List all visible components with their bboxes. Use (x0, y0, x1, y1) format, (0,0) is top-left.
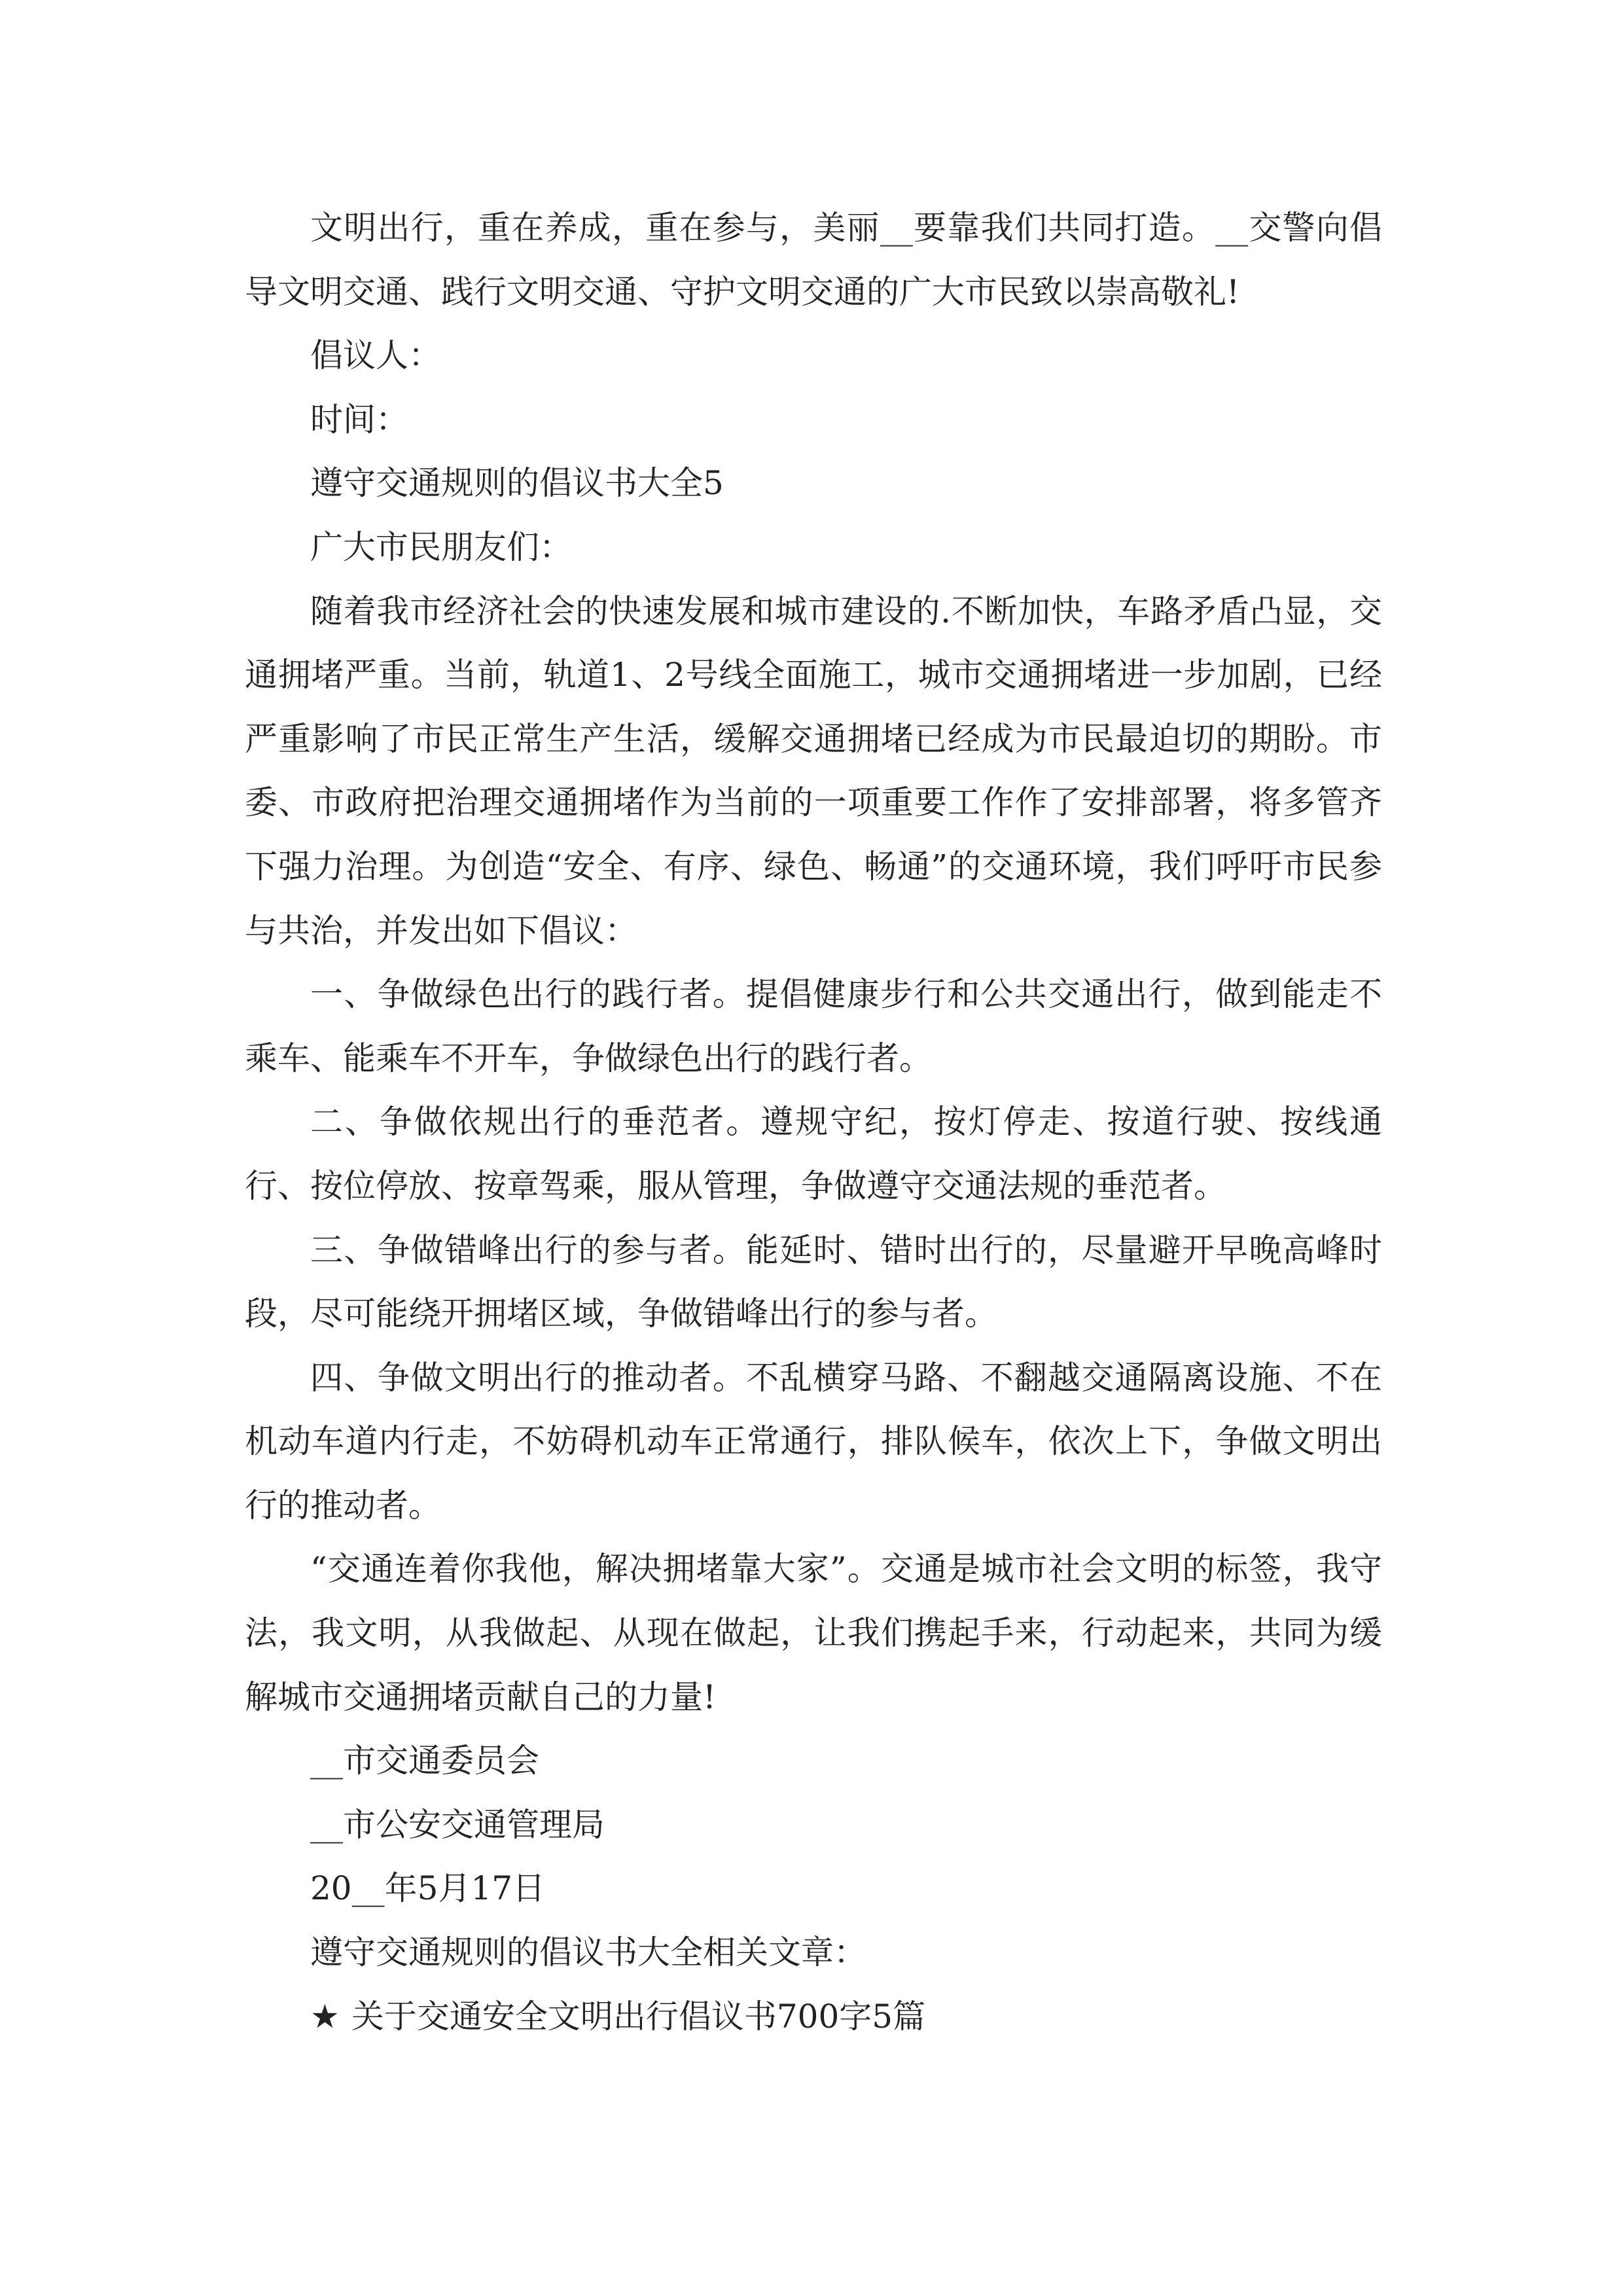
related-article-link[interactable] (245, 1985, 1382, 2049)
intro-paragraph: 随着我市经济社会的快速发展和城市建设的.不断加快，车路矛盾凸显，交通拥堵严重。当前，轨道1、2号线全面施工，城市交通拥堵进一步加剧，已经严重影响了市民正常生产生活，缓解交通拥堵已经成为市民最迫切的期盼。市委、市政府把治理交通拥堵作为当前的一项重要工作作了安排部署，将多管齐下强力治理。为创造“安全、有序、绿色、畅通”的交通环境，我们呼吁市民参与共治，并发出如下倡议： (245, 592, 1382, 950)
section-title: 遵守交通规则的倡议书大全5 (310, 464, 724, 503)
date-line: 20__年5月17日 (310, 1869, 546, 1908)
salutation: 广大市民朋友们： (310, 528, 572, 566)
signatory-1: __市交通委员会 (310, 1742, 539, 1780)
proposal-item-4: 四、争做文明出行的推动者。不乱横穿马路、不翻越交通隔离设施、不在机动车道内行走，不妨碍机动车正常通行，排队候车，依次上下，争做文明出行的推动者。 (245, 1358, 1382, 1524)
document-body (245, 196, 1382, 2049)
proposer-line: 倡议人： (310, 336, 441, 375)
star-icon: ★ (310, 1997, 340, 2036)
proposal-item-2: 二、争做依规出行的垂范者。遵规守纪，按灯停走、按道行驶、按线通行、按位停放、按章驾乘，服从管理，争做遵守交通法规的垂范者。 (245, 1103, 1382, 1205)
related-articles-heading: 遵守交通规则的倡议书大全相关文章： (310, 1933, 866, 1972)
signatory-2: __市公安交通管理局 (310, 1805, 605, 1844)
closing-paragraph: 文明出行，重在养成，重在参与，美丽__要靠我们共同打造。__交警向倡导文明交通、践行文明交通、守护文明交通的广大市民致以崇高敬礼! (245, 209, 1382, 311)
time-line: 时间： (310, 400, 408, 439)
conclusion-paragraph: “交通连着你我他，解决拥堵靠大家”。交通是城市社会文明的标签，我守法，我文明，从我做起、从现在做起，让我们携起手来，行动起来，共同为缓解城市交通拥堵贡献自己的力量! (245, 1550, 1382, 1716)
proposal-item-1: 一、争做绿色出行的践行者。提倡健康步行和公共交通出行，做到能走不乘车、能乘车不开车，争做绿色出行的践行者。 (245, 975, 1382, 1077)
related-article-title[interactable]: 关于交通安全文明出行倡议书700字5篇 (351, 1997, 926, 2036)
proposal-item-3: 三、争做错峰出行的参与者。能延时、错时出行的，尽量避开早晚高峰时段，尽可能绕开拥堵区域，争做错峰出行的参与者。 (245, 1230, 1382, 1333)
